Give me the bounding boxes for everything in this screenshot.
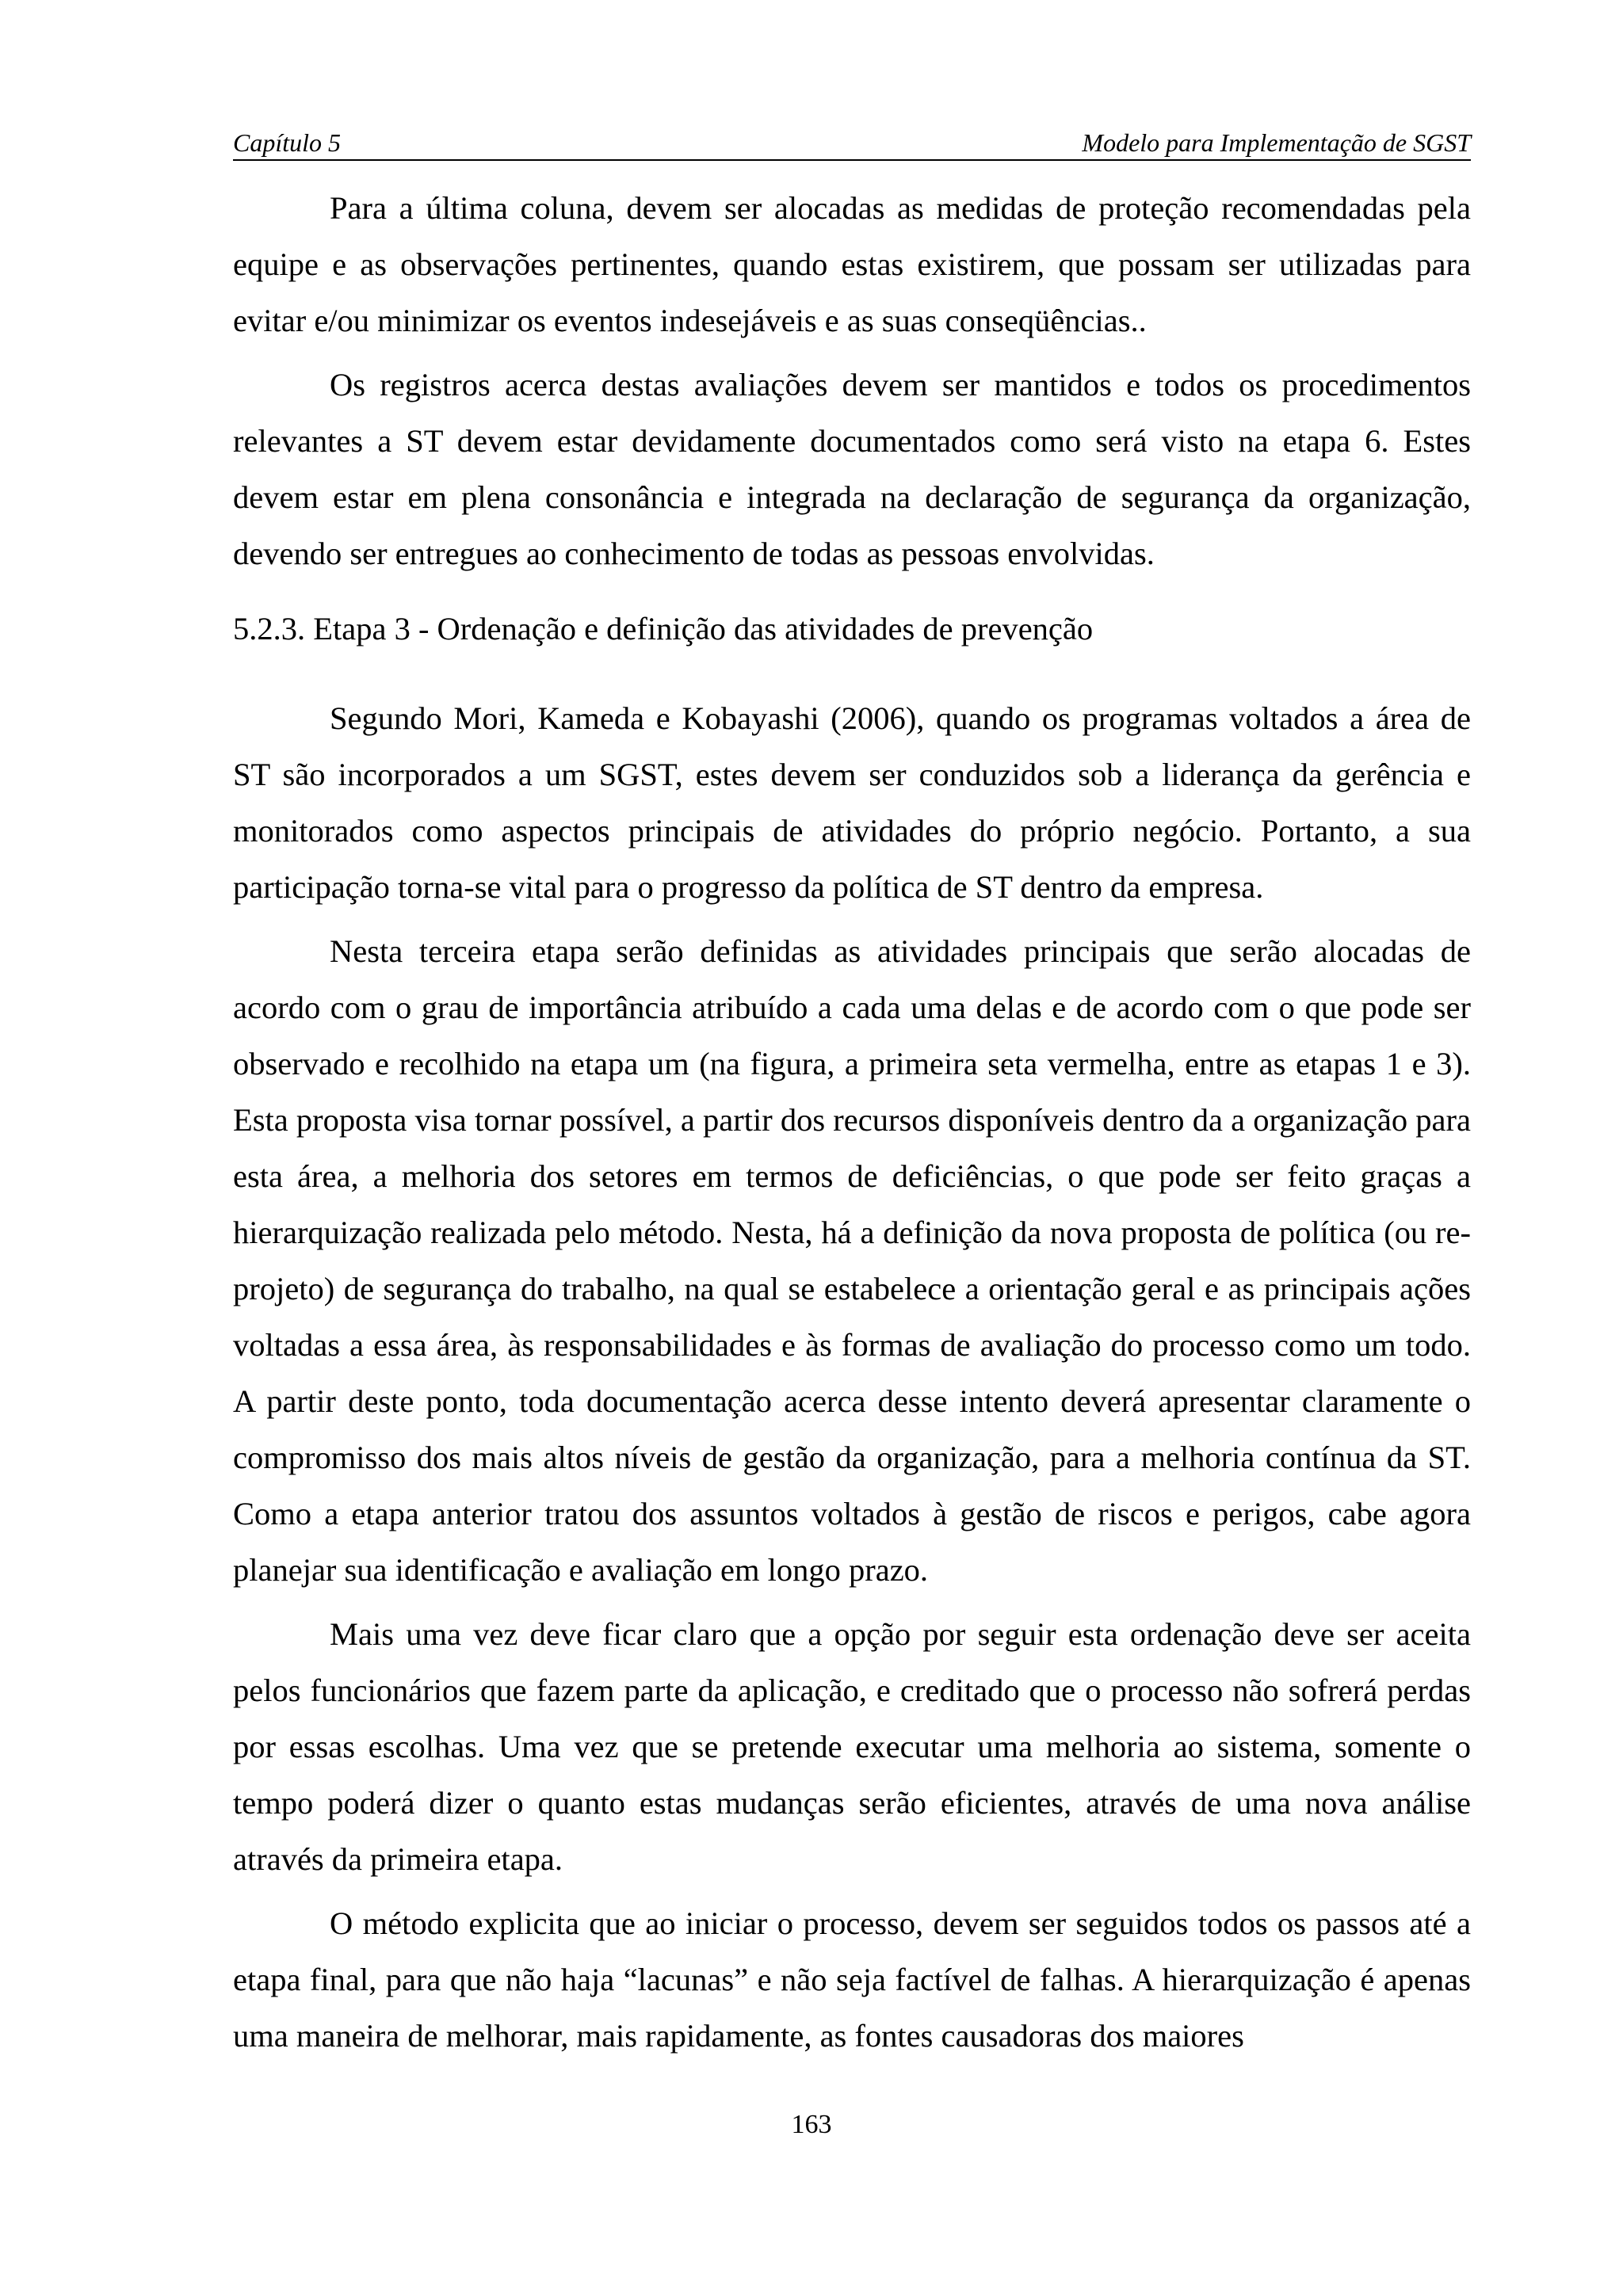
paragraph: Os registros acerca destas avaliações devem ser mantidos e todos os procedimentos relevantes a ST devem estar devidamente documentados como será visto na etapa 6. Estes devem estar em plena consonância e integrada na declaração de segurança da organização, devendo ser entregues ao conhecimento de todas as pessoas envolvidas. (233, 367, 1471, 571)
body-text (233, 180, 1471, 2064)
paragraph: Para a última coluna, devem ser alocadas as medidas de proteção recomendadas pela equipe e as observações pertinentes, quando estas existirem, que possam ser utilizadas para evitar e/ou minimizar os eventos indesejáveis e as suas conseqüências.. (233, 190, 1471, 338)
paragraph: O método explicita que ao iniciar o processo, devem ser seguidos todos os passos até a etapa final, para que não haja “lacunas” e não seja factível de falhas. A hierarquização é apenas uma maneira de melhorar, mais rapidamente, as fontes causadoras dos maiores (233, 1905, 1471, 2054)
running-header (233, 127, 1471, 161)
section-heading: 5.2.3. Etapa 3 - Ordenação e definição das atividades de prevenção (233, 611, 1094, 646)
paragraph: Segundo Mori, Kameda e Kobayashi (2006), quando os programas voltados a área de ST são incorporados a um SGST, estes devem ser conduzidos sob a liderança da gerência e monitorados como aspectos principais de atividades do próprio negócio. Portanto, a sua participação torna-se vital para o progresso da política de ST dentro da empresa. (233, 700, 1471, 905)
paragraph: Mais uma vez deve ficar claro que a opção por seguir esta ordenação deve ser aceita pelos funcionários que fazem parte da aplicação, e creditado que o processo não sofrerá perdas por essas escolhas. Uma vez que se pretende executar uma melhoria ao sistema, somente o tempo poderá dizer o quanto estas mudanças serão eficientes, através de uma nova análise através da primeira etapa. (233, 1616, 1471, 1877)
header-section-title: Modelo para Implementação de SGST (1082, 128, 1471, 157)
document-page (233, 127, 1471, 2072)
page-number: 163 (791, 2110, 832, 2139)
paragraph: Nesta terceira etapa serão definidas as atividades principais que serão alocadas de acordo com o grau de importância atribuído a cada uma delas e de acordo com o que pode ser observado e recolhido na etapa um (na figura, a primeira seta vermelha, entre as etapas 1 e 3). Esta proposta visa tornar possível, a partir dos recursos disponíveis dentro da a organização para esta área, a melhoria dos setores em termos de deficiências, o que pode ser feito graças a hierarquização realizada pelo método. Nesta, há a definição da nova proposta de política (ou re-projeto) de segurança do trabalho, na qual se estabelece a orientação geral e as principais ações voltadas a essa área, às responsabilidades e às formas de avaliação do processo como um todo. A partir deste ponto, toda documentação acerca desse intento deverá apresentar claramente o compromisso dos mais altos níveis de gestão da organização, para a melhoria contínua da ST. Como a etapa anterior tratou dos assuntos voltados à gestão de riscos e perigos, cabe agora planejar sua identificação e avaliação em longo prazo. (233, 933, 1471, 1588)
header-chapter: Capítulo 5 (233, 128, 342, 157)
